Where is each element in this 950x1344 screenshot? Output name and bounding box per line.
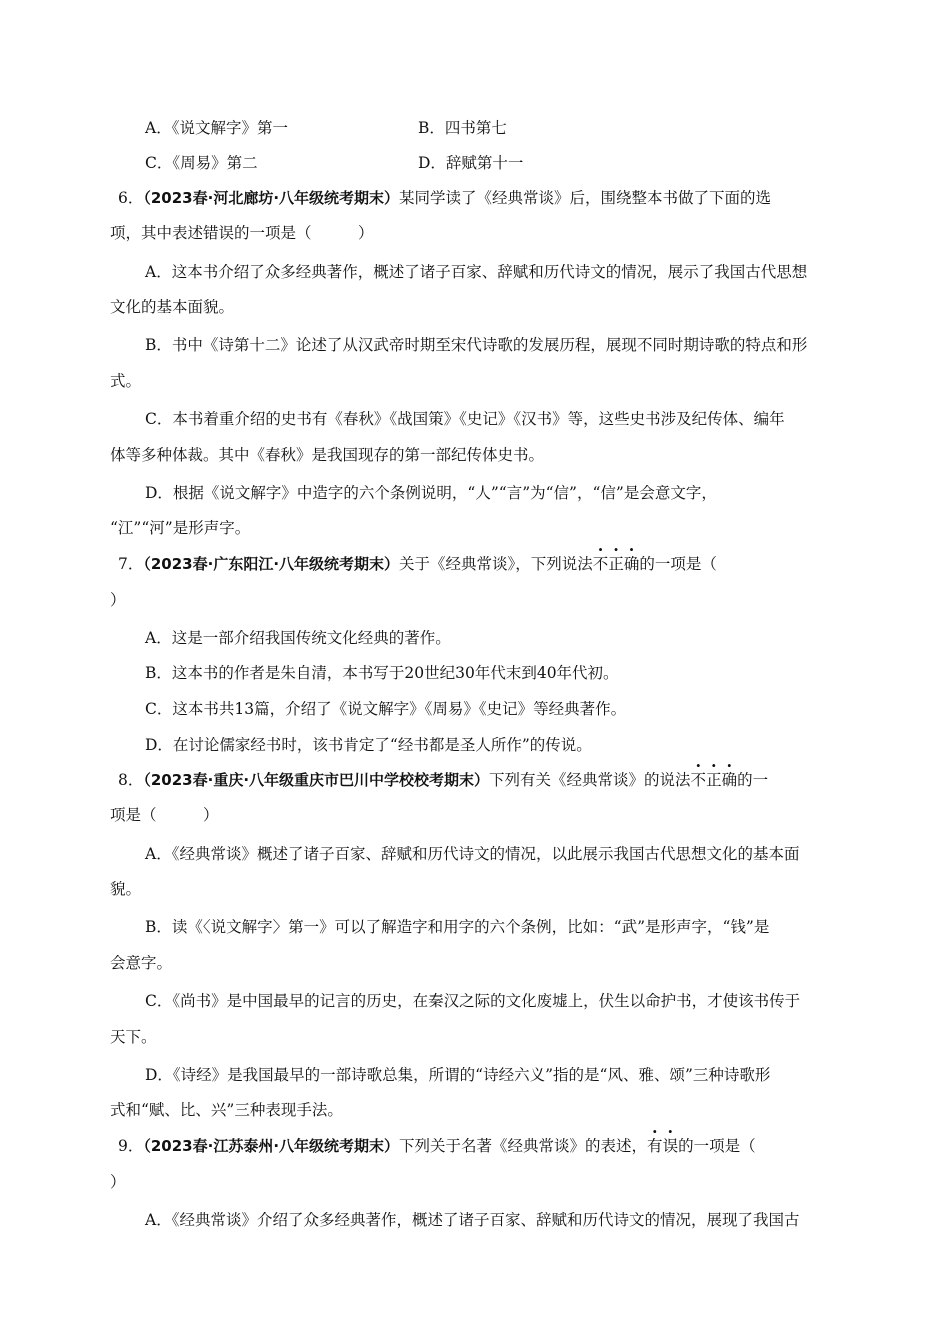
q5-option-b: B．四书第七 [418, 119, 507, 137]
q9-stem-end: 的一项是（ [678, 1137, 756, 1155]
q7-emphasis-char: 正 [608, 555, 624, 573]
q6-stem-cont: 项，其中表述错误的一项是（ ） [110, 224, 374, 242]
q7-option-a: A．这是一部介绍我国传统文化经典的著作。 [145, 629, 451, 647]
q7-emphasis-char: 不 [592, 555, 609, 573]
q9-stem [118, 1135, 756, 1157]
q6-option-c-cont: 体等多种体裁。其中《春秋》是我国现存的第一部纪传体史书。 [110, 446, 545, 464]
q5-option-c: C．《周易》第二 [145, 154, 258, 172]
q7-option-c: C．这本书共13篇，介绍了《说文解字》《周易》《史记》等经典著作。 [145, 700, 627, 718]
q8-option-a-cont: 貌。 [110, 880, 142, 898]
q9-emphasis-char: 有 [647, 1137, 663, 1155]
q7-stem [118, 553, 717, 575]
q8-option-b-cont: 会意字。 [110, 954, 173, 972]
q8-emphasis-char: 不 [690, 771, 707, 789]
q6-option-b: B．书中《诗第十二》论述了从汉武帝时期至宋代诗歌的发展历程，展现不同时期诗歌的特点和形 [145, 336, 808, 354]
q8-number: 8． [118, 771, 144, 789]
q5-option-a: A．《说文解字》第一 [145, 119, 288, 137]
q8-stem [118, 769, 768, 791]
q6-option-d-cont: “江”“河”是形声字。 [110, 519, 251, 537]
q6-option-b-cont: 式。 [110, 372, 142, 390]
q7-option-b: B．这本书的作者是朱自清，本书写于20世纪30年代末到40年代初。 [145, 664, 619, 682]
q7-stem-cont: ） [110, 591, 126, 609]
q9-stem-cont: ） [110, 1173, 126, 1191]
q8-stem-cont: 项是（ ） [110, 806, 219, 824]
q9-source: （2023春·江苏泰州·八年级统考期末） [143, 1137, 400, 1155]
q9-stem-text: 下列关于名著《经典常谈》的表述， [399, 1137, 648, 1155]
q7-number: 7． [118, 555, 144, 573]
q7-source: （2023春·广东阳江·八年级统考期末） [143, 555, 400, 573]
q8-option-c-cont: 天下。 [110, 1028, 157, 1046]
q8-option-b: B．读《〈说文解字〉第一》可以了解造字和用字的六个条例，比如：“武”是形声字，“钱”是 [145, 918, 770, 936]
q6-source: （2023春·河北廊坊·八年级统考期末） [143, 189, 400, 207]
q7-stem-text: 关于《经典常谈》，下列说法 [399, 555, 593, 573]
q6-option-d: D．根据《说文解字》中造字的六个条例说明，“人”“言”为“信”，“信”是会意文字， [145, 484, 717, 502]
q6-stem [118, 187, 771, 209]
q8-stem-text: 下列有关《经典常谈》的说法 [489, 771, 691, 789]
q8-option-c: C．《尚书》是中国最早的记言的历史，在秦汉之际的文化废墟上，伏生以命护书，才使该书传于 [145, 992, 801, 1010]
q9-option-a: A．《经典常谈》介绍了众多经典著作，概述了诸子百家、辞赋和历代诗文的情况，展现了我国古 [145, 1211, 800, 1229]
q7-emphasis-char: 确 [623, 555, 640, 573]
q6-option-a: A．这本书介绍了众多经典著作，概述了诸子百家、辞赋和历代诗文的情况，展示了我国古代思想 [145, 263, 808, 281]
q6-stem-text: 某同学读了《经典常谈》后，围绕整本书做了下面的选 [399, 189, 772, 207]
q6-option-a-cont: 文化的基本面貌。 [110, 298, 235, 316]
q8-option-d-cont: 式和“赋、比、兴”三种表现手法。 [110, 1101, 343, 1119]
q9-emphasis-char: 误 [662, 1137, 679, 1155]
q6-option-c: C．本书着重介绍的史书有《春秋》《战国策》《史记》《汉书》等，这些史书涉及纪传体、编年 [145, 410, 785, 428]
q8-emphasis-char: 正 [706, 771, 722, 789]
q8-source: （2023春·重庆·八年级重庆市巴川中学校校考期末） [143, 771, 490, 789]
q7-option-d: D．在讨论儒家经书时，该书肯定了“经书都是圣人所作”的传说。 [145, 736, 592, 754]
q9-number: 9． [118, 1137, 144, 1155]
q8-stem-end: 的一 [737, 771, 769, 789]
q5-option-d: D．辞赋第十一 [418, 154, 524, 172]
q8-emphasis-char: 确 [721, 771, 738, 789]
q8-option-a: A．《经典常谈》概述了诸子百家、辞赋和历代诗文的情况，以此展示我国古代思想文化的基本面 [145, 845, 800, 863]
q7-stem-end: 的一项是（ [639, 555, 717, 573]
q8-option-d: D．《诗经》是我国最早的一部诗歌总集，所谓的“诗经六义”指的是“风、雅、颂”三种诗歌形 [145, 1066, 771, 1084]
q6-number: 6． [118, 189, 144, 207]
